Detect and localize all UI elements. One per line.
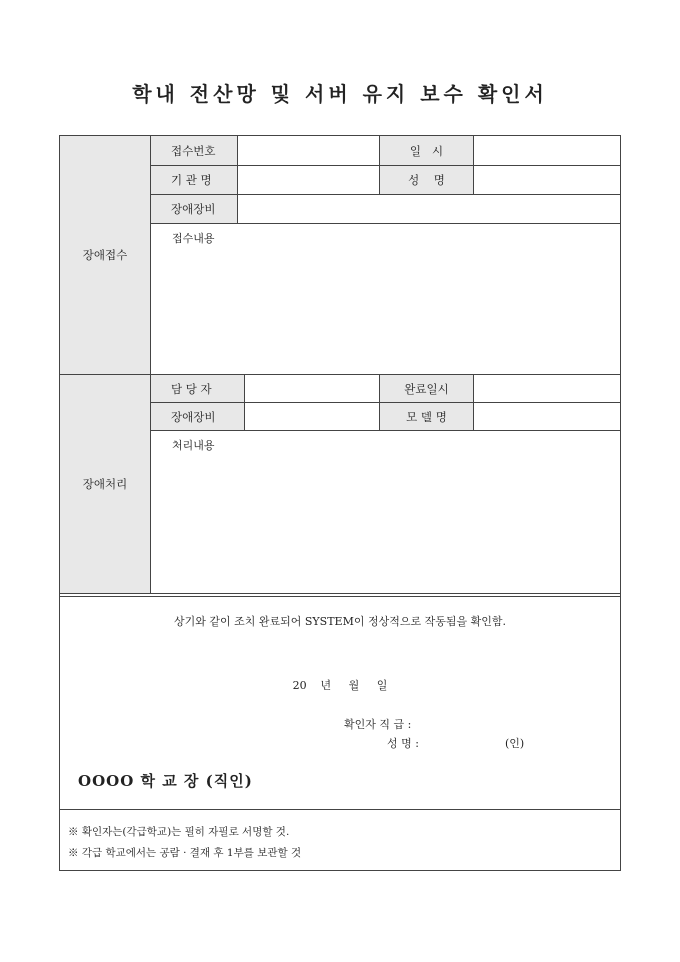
manager-field[interactable] <box>244 374 379 402</box>
org-name-label: 기 관 명 <box>150 165 237 194</box>
note-2: ※ 각급 학교에서는 공람 · 결재 후 1부를 보관할 것 <box>68 847 302 859</box>
processing-content-area[interactable] <box>150 430 621 593</box>
receipt-no-label: 접수번호 <box>150 136 237 165</box>
reception-content-area[interactable] <box>150 223 621 374</box>
processing-equipment-field[interactable] <box>244 402 379 430</box>
manager-label: 담 당 자 <box>150 374 244 402</box>
datetime-field[interactable] <box>473 136 621 165</box>
completion-date-label: 완료일시 <box>379 374 473 402</box>
confirmer-name: 성 명 : <box>387 737 419 750</box>
model-label: 모 델 명 <box>379 402 473 430</box>
double-divider <box>60 593 620 597</box>
model-field[interactable] <box>473 402 621 430</box>
processing-equipment-label: 장애장비 <box>150 402 244 430</box>
reception-equipment-label: 장애장비 <box>150 194 237 223</box>
datetime-label: 일 시 <box>379 136 473 165</box>
notes-divider <box>60 809 620 810</box>
processing-section-label: 장애처리 <box>60 374 150 593</box>
reception-equipment-field[interactable] <box>237 194 621 223</box>
receipt-no-field[interactable] <box>237 136 379 165</box>
note-1: ※ 확인자는(각급학교)는 필히 자필로 서명할 것. <box>68 826 290 838</box>
reception-section-label: 장애접수 <box>60 136 150 374</box>
confirmation-form <box>59 135 621 871</box>
org-name-field[interactable] <box>237 165 379 194</box>
completion-date-field[interactable] <box>473 374 621 402</box>
school-principal-sign: OOOO 학 교 장 (직인) <box>78 772 253 790</box>
confirmation-statement: 상기와 같이 조치 완료되어 SYSTEM이 정상적으로 작동됨을 확인함. <box>174 615 506 628</box>
seal-mark: (인) <box>505 737 525 750</box>
confirmer-rank: 확인자 직 급 : <box>344 718 412 731</box>
name-label: 성 명 <box>379 165 473 194</box>
processing-content-label: 처리내용 <box>172 439 215 452</box>
name-field[interactable] <box>473 165 621 194</box>
reception-content-label: 접수내용 <box>172 232 215 245</box>
document-title: 학내 전산망 및 서버 유지 보수 확인서 <box>132 82 548 106</box>
date-line: 20 년 월 일 <box>292 679 388 692</box>
